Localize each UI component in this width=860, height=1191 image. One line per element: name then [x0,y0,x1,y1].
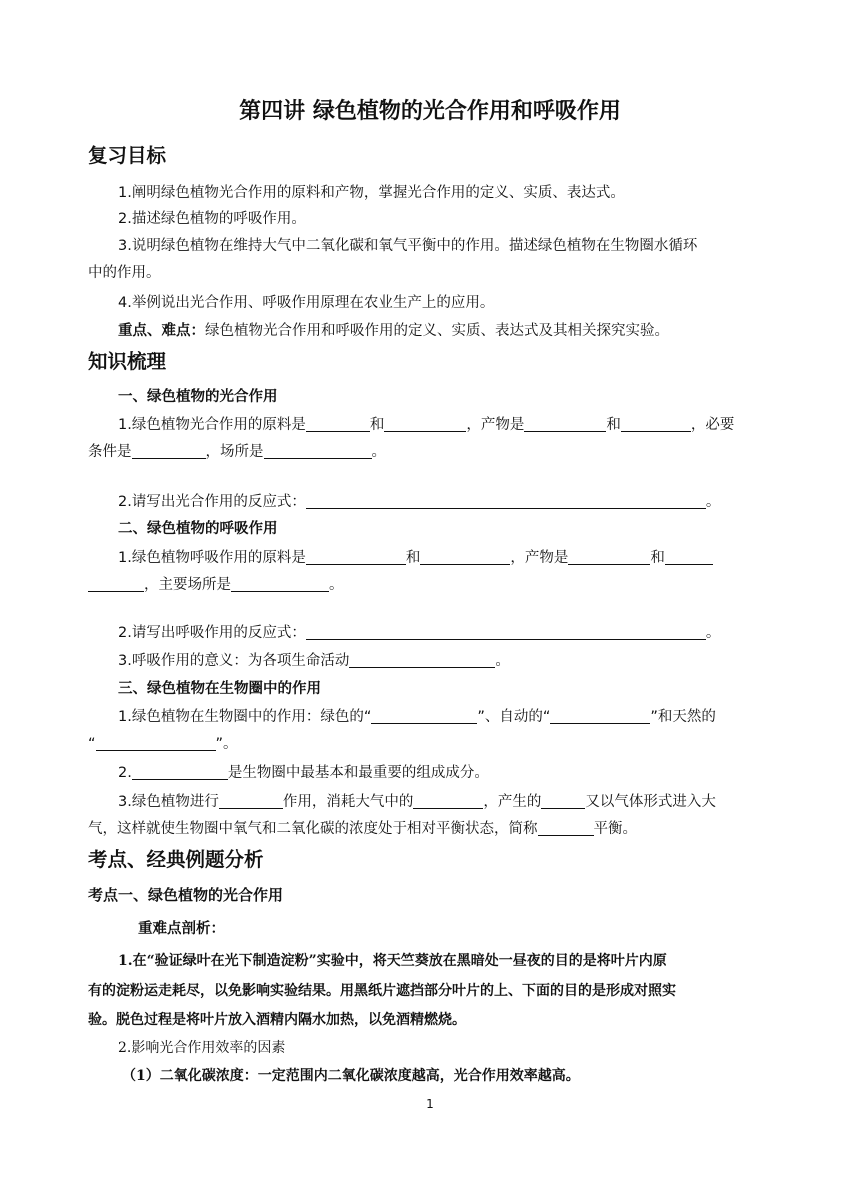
blank [132,763,228,780]
key-points-text: 绿色植物光合作用和呼吸作用的定义、实质、表达式及其相关探究实验。 [205,323,669,339]
blank [132,442,206,459]
blank [88,575,144,592]
exam-heading: 考点、经典例题分析 [88,848,264,871]
blank [621,415,691,432]
key-points [118,320,669,342]
blank [568,548,650,565]
blank [306,623,706,640]
blank [550,707,650,724]
analysis-para-1-end: 验。脱色过程是将叶片放入酒精内隔水加热，以免酒精燃烧。 [88,1012,466,1028]
review-item-4: 4.举例说出光合作用、呼吸作用原理在农业生产上的应用。 [118,295,495,311]
section-2-heading: 二、绿色植物的呼吸作用 [118,521,278,537]
review-item-3: 3.说明绿色植物在维持大气中二氧化碳和氧气平衡中的作用。描述绿色植物在生物圈水循环 [118,238,698,254]
blank [524,415,606,432]
analysis-para-1-cont: 有的淀粉运走耗尽，以免影响实验结果。用黑纸片遮挡部分叶片的上、下面的目的是形成对照实 [88,983,676,999]
blank [349,651,495,668]
analysis-para-1: 1.在“验证绿叶在光下制造淀粉”实验中，将天竺葵放在黑暗处一昼夜的目的是将叶片内原 [118,953,667,969]
page-number: 1 [426,1097,434,1111]
blank [384,415,466,432]
blank [665,548,713,565]
blank [541,792,585,809]
s2-line-4: 3.呼吸作用的意义：为各项生命活动 。 [118,653,510,669]
review-item-3-cont: 中的作用。 [88,265,161,281]
s3-line-5: 气，这样就使生物圈中氧气和二氧化碳的浓度处于相对平衡状态，简称 平衡。 [88,821,637,837]
review-item-2: 2.描述绿色植物的呼吸作用。 [118,211,306,227]
knowledge-heading: 知识梳理 [88,350,167,373]
s2-line-3: 2.请写出呼吸作用的反应式： 。 [118,625,721,641]
key-points-label: 重点、难点： [118,323,205,339]
blank [371,707,477,724]
s3-line-3: 2. 是生物圈中最基本和最重要的组成成分。 [118,765,489,781]
blank [538,819,594,836]
blank [420,548,510,565]
blank [231,575,329,592]
s3-line-2: “ ”。 [88,736,238,752]
s1-line-3: 2.请写出光合作用的反应式： 。 [118,494,721,510]
blank [306,548,406,565]
blank [96,734,216,751]
analysis-para-2: 2.影响光合作用效率的因素 [118,1040,286,1056]
s3-line-4: 3.绿色植物进行 作用，消耗大气中的 ，产生的 又以气体形式进入大 [118,794,716,810]
s2-line-2: ，主要场所是 。 [88,574,344,596]
analysis-para-3: （1）二氧化碳浓度：一定范围内二氧化碳浓度越高，光合作用效率越高。 [122,1068,580,1084]
exam-point-1: 考点一、绿色植物的光合作用 [88,886,284,904]
blank [413,792,483,809]
review-heading: 复习目标 [88,144,167,167]
s3-line-1: 1.绿色植物在生物圈中的作用：绿色的“ ”、自动的“ ”和天然的 [118,709,716,725]
page-title: 第四讲 绿色植物的光合作用和呼吸作用 [239,99,621,124]
blank [306,415,370,432]
review-item-1: 1.阐明绿色植物光合作用的原料和产物，掌握光合作用的定义、实质、表达式。 [118,185,625,201]
blank [306,492,706,509]
section-3-heading: 三、绿色植物在生物圈中的作用 [118,681,321,697]
s2-line-1: 1.绿色植物呼吸作用的原料是 和 ，产物是 和 [118,547,713,569]
s1-line-1: 1.绿色植物光合作用的原料是 和 ，产物是 和 ，必要 [118,417,735,433]
section-1-heading: 一、绿色植物的光合作用 [118,389,278,405]
analysis-label: 重难点剖析： [138,921,225,937]
blank [219,792,283,809]
blank [264,442,372,459]
s1-line-2: 条件是 ，场所是 。 [88,444,386,460]
